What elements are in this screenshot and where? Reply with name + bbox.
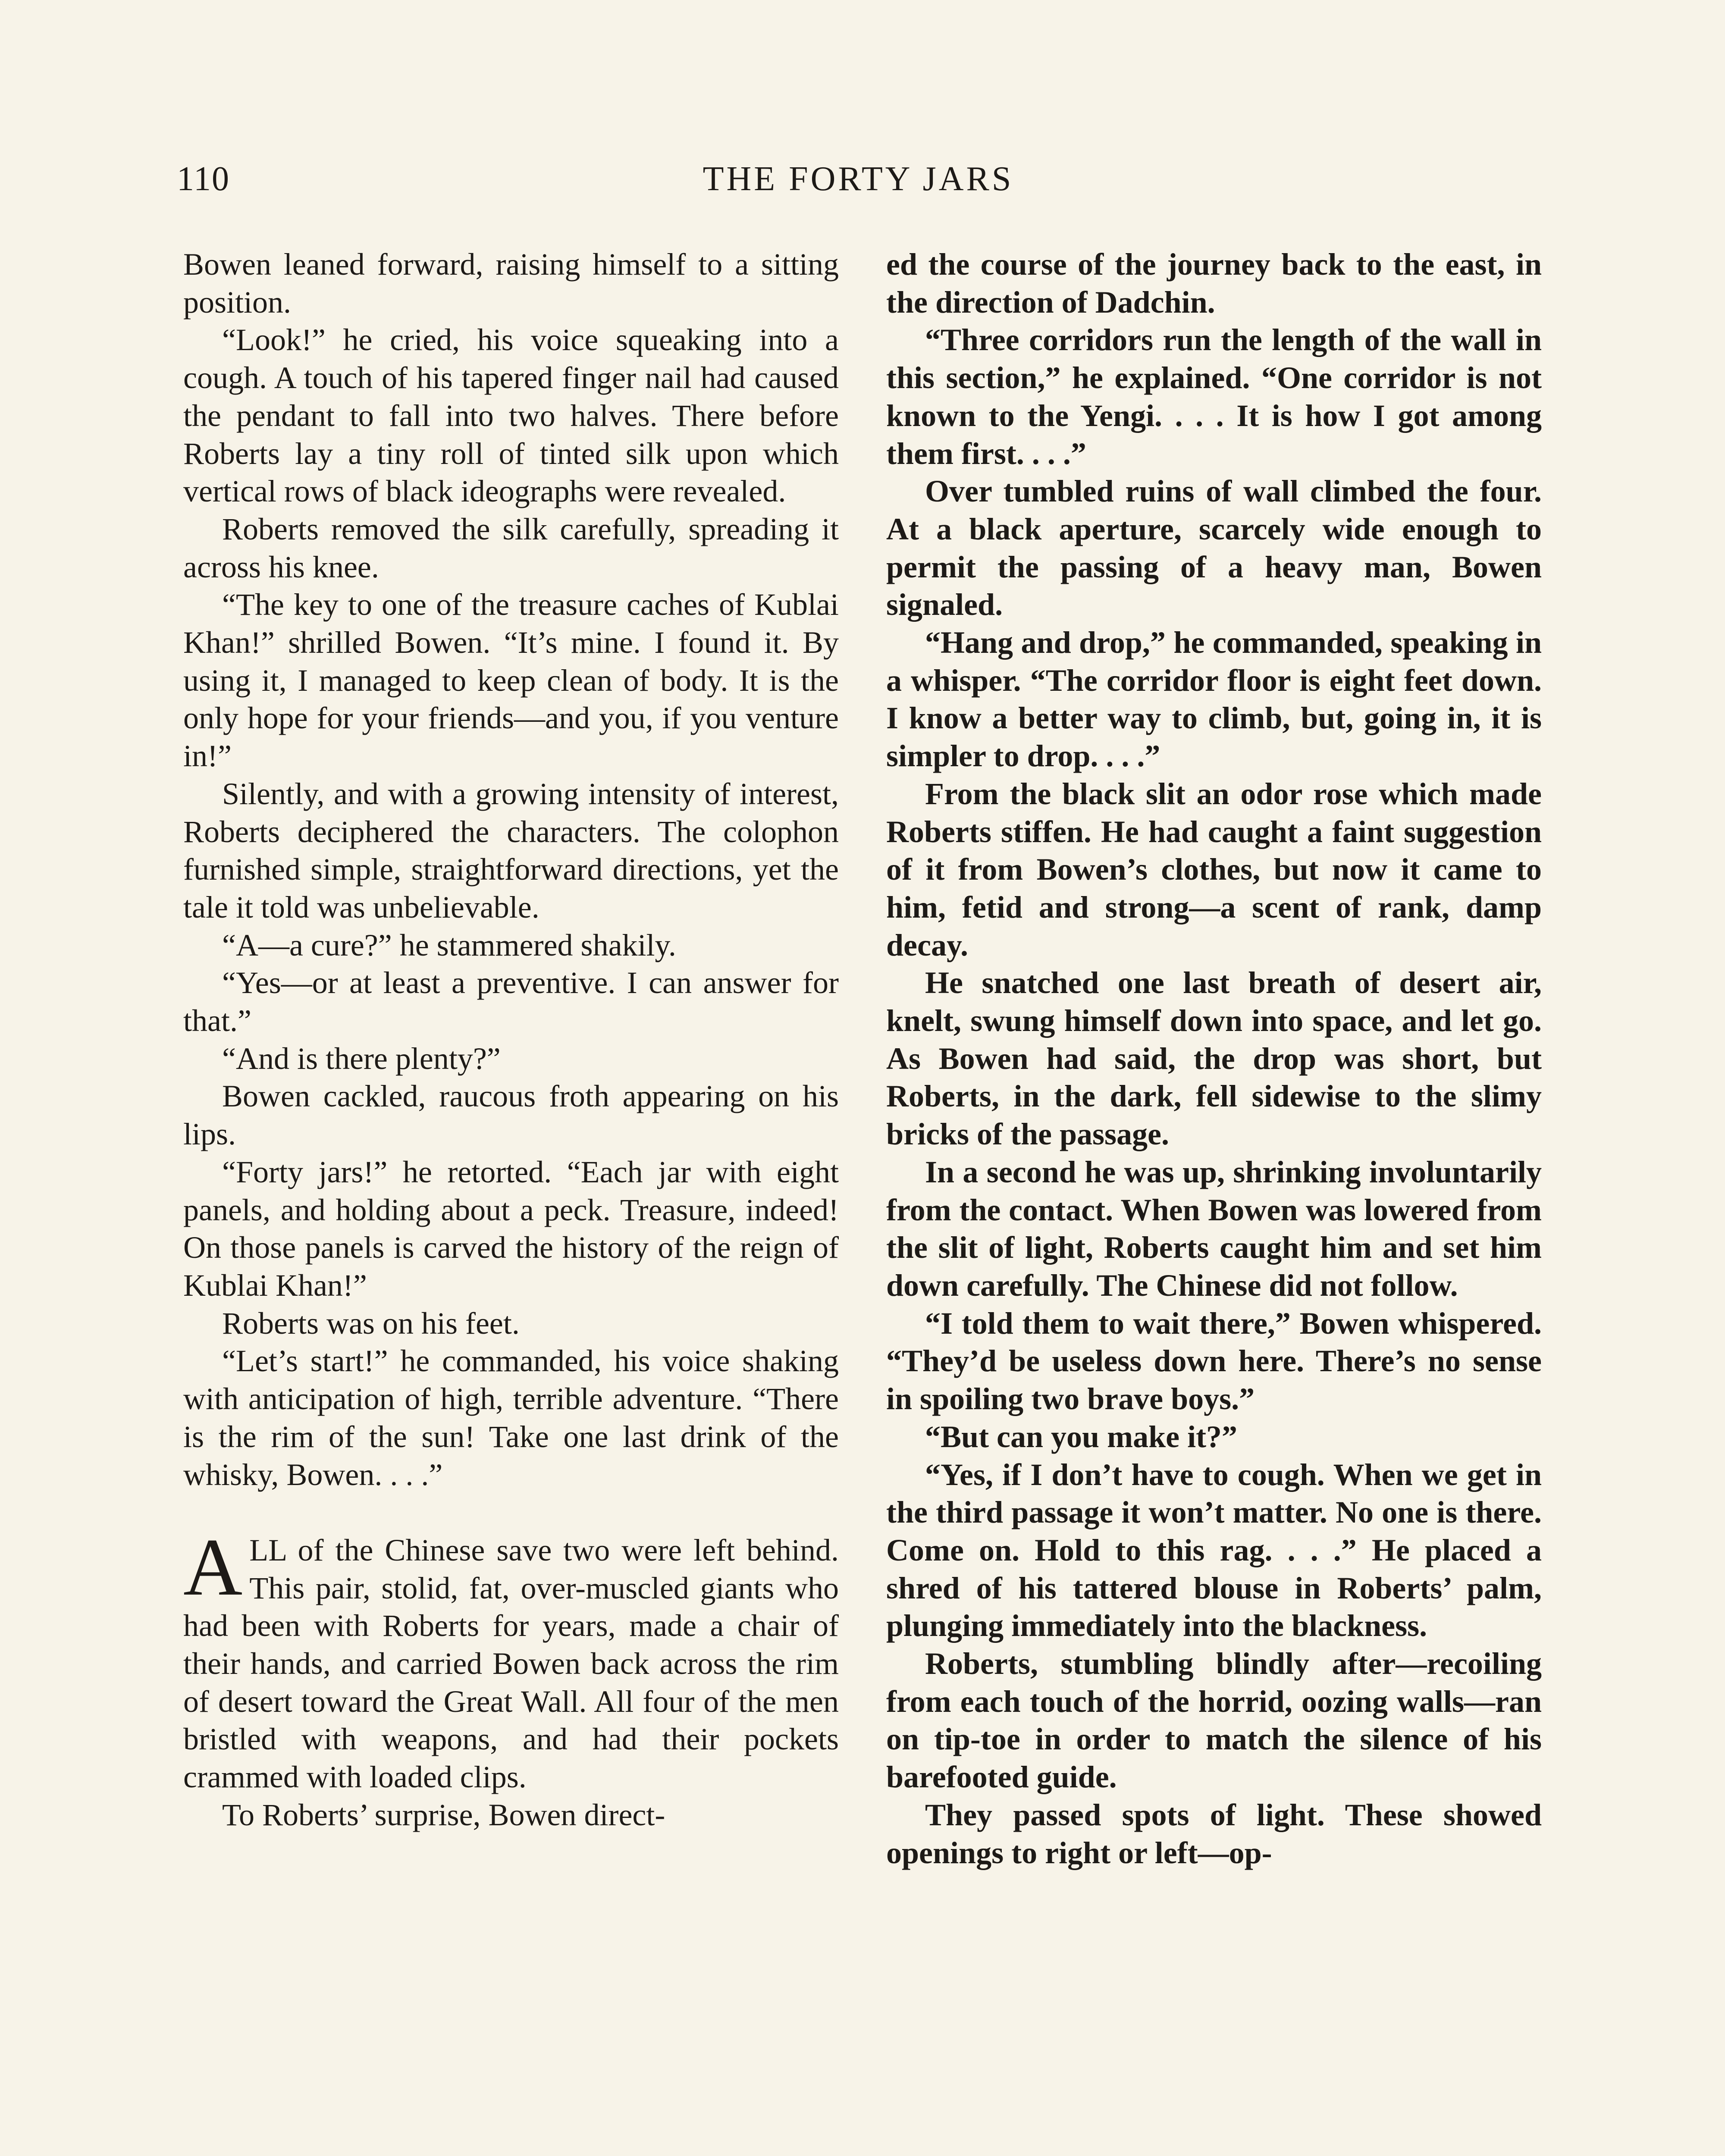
paragraph: Silently, and with a growing intensity of interest, Roberts deciphered the characters. The colophon furnished simple, straightforward directions, yet the tale it told was unbelievable. [183,776,839,924]
paragraph: He snatched one last breath of desert air, knelt, swung himself down into space, and let go. As Bowen had said, the drop was short, but Roberts, in the dark, fell sidewise to the slimy bricks of the passage. [886,965,1542,1152]
right-column [886,246,1542,1872]
paragraph: “A—a cure?” he stammered shakily. [222,928,676,962]
paragraph: “Look!” he cried, his voice squeaking into a cough. A touch of his tapered finger nail had caused the pendant to fall into two halves. There before Roberts lay a tiny roll of tinted silk upon which vertical rows of black ideographs were revealed. [183,323,839,509]
running-head: THE FORTY JARS [703,160,1014,198]
drop-cap: A [183,1522,243,1613]
paragraph: Roberts removed the silk carefully, spreading it across his knee. [183,511,839,584]
paragraph: “And is there plenty?” [222,1041,501,1076]
paragraph: In a second he was up, shrinking involuntarily from the contact. When Bowen was lowered from the slit of light, Roberts caught him and set him down carefully. The Chinese did not follow. [886,1154,1542,1303]
paragraph: ed the course of the journey back to the east, in the direction of Dadchin. [886,247,1542,320]
paragraph: “Yes—or at least a preventive. I can answer for that.” [183,965,839,1038]
paragraph: Over tumbled ruins of wall climbed the four. At a black aperture, scarcely wide enough to permit the passing of a heavy man, Bowen signaled. [886,474,1542,622]
paragraph: Bowen leaned forward, raising himself to a sitting position. [183,247,839,320]
paragraph: From the black slit an odor rose which made Roberts stiffen. He had caught a faint suggestion of it from Bowen’s clothes, but now it came to him, fetid and strong—a scent of rank, damp decay. [886,776,1542,962]
paragraph: Bowen cackled, raucous froth appearing on his lips. [183,1079,839,1152]
paragraph: “I told them to wait there,” Bowen whispered. “They’d be useless down here. There’s no sense in spoiling two brave boys.” [886,1306,1542,1416]
section-opening-paragraph [183,1522,839,1796]
paragraph: “Let’s start!” he commanded, his voice shaking with anticipation of high, terrible adventure. “There is the rim of the sun! Take one last drink of the whisky, Bowen. . . .” [183,1344,839,1492]
paragraph: “The key to one of the treasure caches of Kublai Khan!” shrilled Bowen. “It’s mine. I found it. By using it, I managed to keep clean of body. It is the only hope for your friends—and you, if you venture in!” [183,587,839,774]
paragraph: “Forty jars!” he retorted. “Each jar with eight panels, and holding about a peck. Treasure, indeed! On those panels is carved the history of the reign of Kublai Khan!” [183,1154,839,1303]
paragraph: They passed spots of light. These showed openings to right or left—op- [886,1797,1542,1870]
paragraph: “Three corridors run the length of the wall in this section,” he explained. “One corridor is not known to the Yengi. . . . It is how I got among them first. . . .” [886,323,1542,471]
paragraph: “But can you make it?” [925,1419,1238,1454]
paragraph: To Roberts’ surprise, Bowen direct- [222,1797,665,1832]
section-opening-text: LL of the Chinese save two were left behind. This pair, stolid, fat, over-muscled giants who had been with Roberts for years, made a chair of their hands, and carried Bowen back across the rim of desert toward the Great Wall. All four of the men bristled with weapons, and had their pockets crammed with loaded clips. [183,1532,839,1795]
paragraph: “Hang and drop,” he commanded, speaking in a whisper. “The corridor floor is eight feet down. I know a better way to climb, but, going in, it is simpler to drop. . . .” [886,625,1542,774]
paragraph: Roberts was on his feet. [222,1306,520,1341]
paragraph: Roberts, stumbling blindly after—recoiling from each touch of the horrid, oozing walls—ran on tip-toe in order to match the silence of his barefooted guide. [886,1646,1542,1795]
left-column [183,246,839,1834]
page-number: 110 [177,160,230,198]
paragraph: “Yes, if I don’t have to cough. When we get in the third passage it won’t matter. No one is there. Come on. Hold to this rag. . . .” He placed a shred of his tattered blouse in Roberts’ palm, plunging immediately into the blackness. [886,1457,1542,1643]
